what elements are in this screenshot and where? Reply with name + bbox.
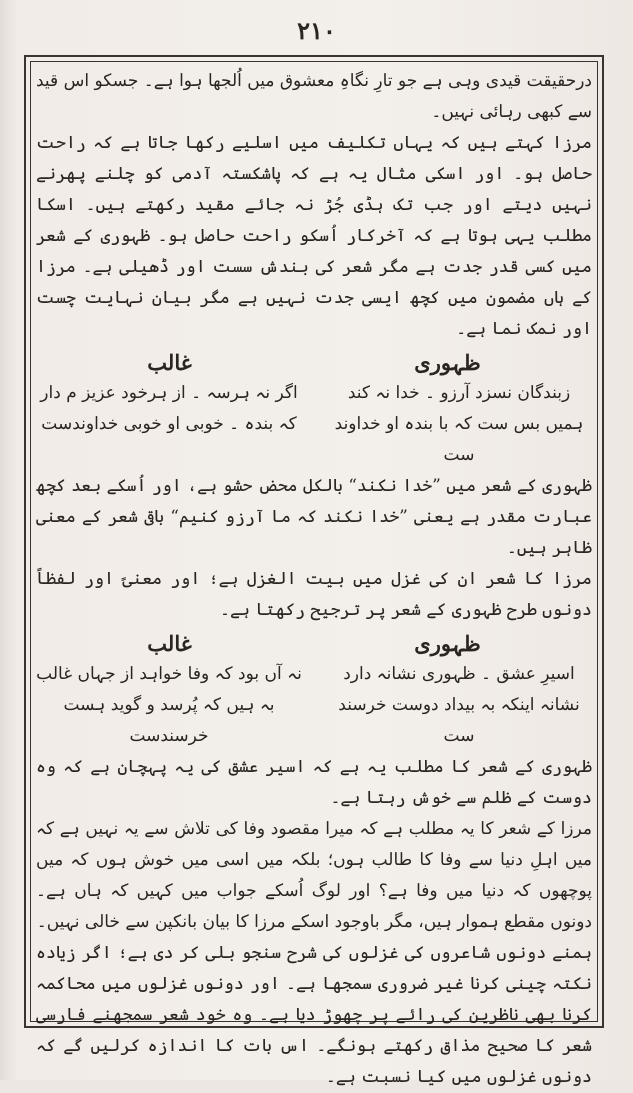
- verse-zahoori: ہمیں بس ست کہ با بندہ او خداوند ست: [334, 414, 584, 465]
- commentary-mirza: مرزا کے شعر کا یہ مطلب ہے کہ میرا مقصود وفا کی تلاش سے یہ نہیں ہے کہ میں اہلِ دنیا سے وفا کا طالب ہوں؛ بلکہ میں اسی میں خوش ہوں کہ میں پوچھوں کہ دنیا میں وفا ہے؟ اور لوگ اُسکے جواب میں کہیں کہ ہاں ہے۔ دونوں مقطع ہموار ہیں، مگر باوجود اسکے مرزا کا بیان بانکپن سے خالی نہیں۔: [36, 819, 592, 932]
- paragraph-mirza-explanation: مرزا کہتے ہیں کہ یہاں تکلیف میں اسلیے رکھا جاتا ہے کہ راحت حاصل ہو۔ اور اسکی مثال یہ ہے کہ پاشکستہ آدمی کو چلنے پھرنے نہیں دیتے اور جب تک ہڈی جُڑ نہ جائے مقید رکھتے ہیں۔ اسکا مطلب یہی ہوتا ہے کہ آخرکار اُسکو راحت حاصل ہو۔ ظہوری کے شعر میں کسی قدر جدت ہے مگر شعر کی بندش سست اور ڈھیلی ہے۔ مرزا کے ہاں مضمون میں کچھ ایسی جدت نہیں ہے مگر بیان نہایت چست اور نمک نما ہے۔: [36, 133, 592, 339]
- verse-row: [36, 378, 592, 409]
- closing-paragraph: ہمنے دونوں شاعروں کی غزلوں کی شرح سنجو بلی کر دی ہے؛ اگر زیادہ نکتہ چینی کرنا غیر ضروری سمجھا ہے۔ اور دونوں غزلوں میں محاکمہ کرنا بھی ناظرین کی رائے پر چھوڑ دیا ہے۔ وہ خود شعر سمجھنے فارسی شعر کا صحیح مذاق رکھتے ہونگے۔ اس بات کا اندازہ کرلیں گے کہ دونوں غزلوں میں کیا نسبت ہے۔: [36, 943, 592, 1087]
- verse-ghalib: نہ آں بود کہ وفا خواہد از جہاں غالب: [36, 664, 302, 684]
- section2-headings: [36, 628, 592, 659]
- verse-zahoori: زبندگان نسزد آرزو ۔ خدا نہ کند: [347, 383, 571, 403]
- verse-row: [36, 690, 592, 752]
- heading-zahoori: ظہوری: [414, 350, 481, 375]
- verse-zahoori: نشانہ اینکہ بہ بیداد دوست خرسند ست: [338, 695, 580, 746]
- heading-ghalib: غالب: [147, 350, 192, 375]
- heading-zahoori: ظہوری: [414, 631, 481, 656]
- verse-row: [36, 659, 592, 690]
- verse-ghalib: کہ بندہ ۔ خوبی او خوبی خداوندست: [41, 414, 297, 434]
- commentary-section1: ظہوری کے شعر میں ”خدا نکند“ بالکل محض حشو ہے، اور اُسکے بعد کچھ عبارت مقدر ہے یعنی ”خدا نکند کہ ما آرزو کنیم“ باقی شعر کے معنی ظاہر ہیں۔: [36, 476, 592, 558]
- section1-headings: [36, 347, 592, 378]
- verse-row: [36, 409, 592, 471]
- verse-ghalib: اگر نہ ہرسہ ۔ از ہرخود عزیز م دار: [40, 383, 298, 403]
- verse-zahoori: اسیرِ عشق ۔ ظہوری نشانہ دارد: [343, 664, 575, 684]
- verse-ghalib: بہ ہیں کہ پُرسد و گوید ہست خرسندست: [63, 695, 275, 746]
- paragraph-intro: درحقیقت قیدی وہی ہے جو تارِ نگاہِ معشوق میں اُلجھا ہوا ہے۔ جسکو اس قید سے کبھی رہائی نہیں۔: [36, 71, 592, 122]
- commentary-zahoori: ظہوری کے شعر کا مطلب یہ ہے کہ اسیر عشق کی یہ پہچان ہے کہ وہ دوست کے ظلم سے خوش رہتا ہے۔: [36, 757, 592, 808]
- heading-ghalib: غالب: [147, 631, 192, 656]
- section2-intro: مرزا کا شعر ان کی غزل میں بیت الغزل ہے؛ اور معنیً اور لفظاً دونوں طرح ظہوری کے شعر پر ترجیح رکھتا ہے۔: [36, 569, 592, 620]
- page-number: ۲۱۰: [297, 16, 336, 45]
- page-text-block: [36, 66, 592, 1087]
